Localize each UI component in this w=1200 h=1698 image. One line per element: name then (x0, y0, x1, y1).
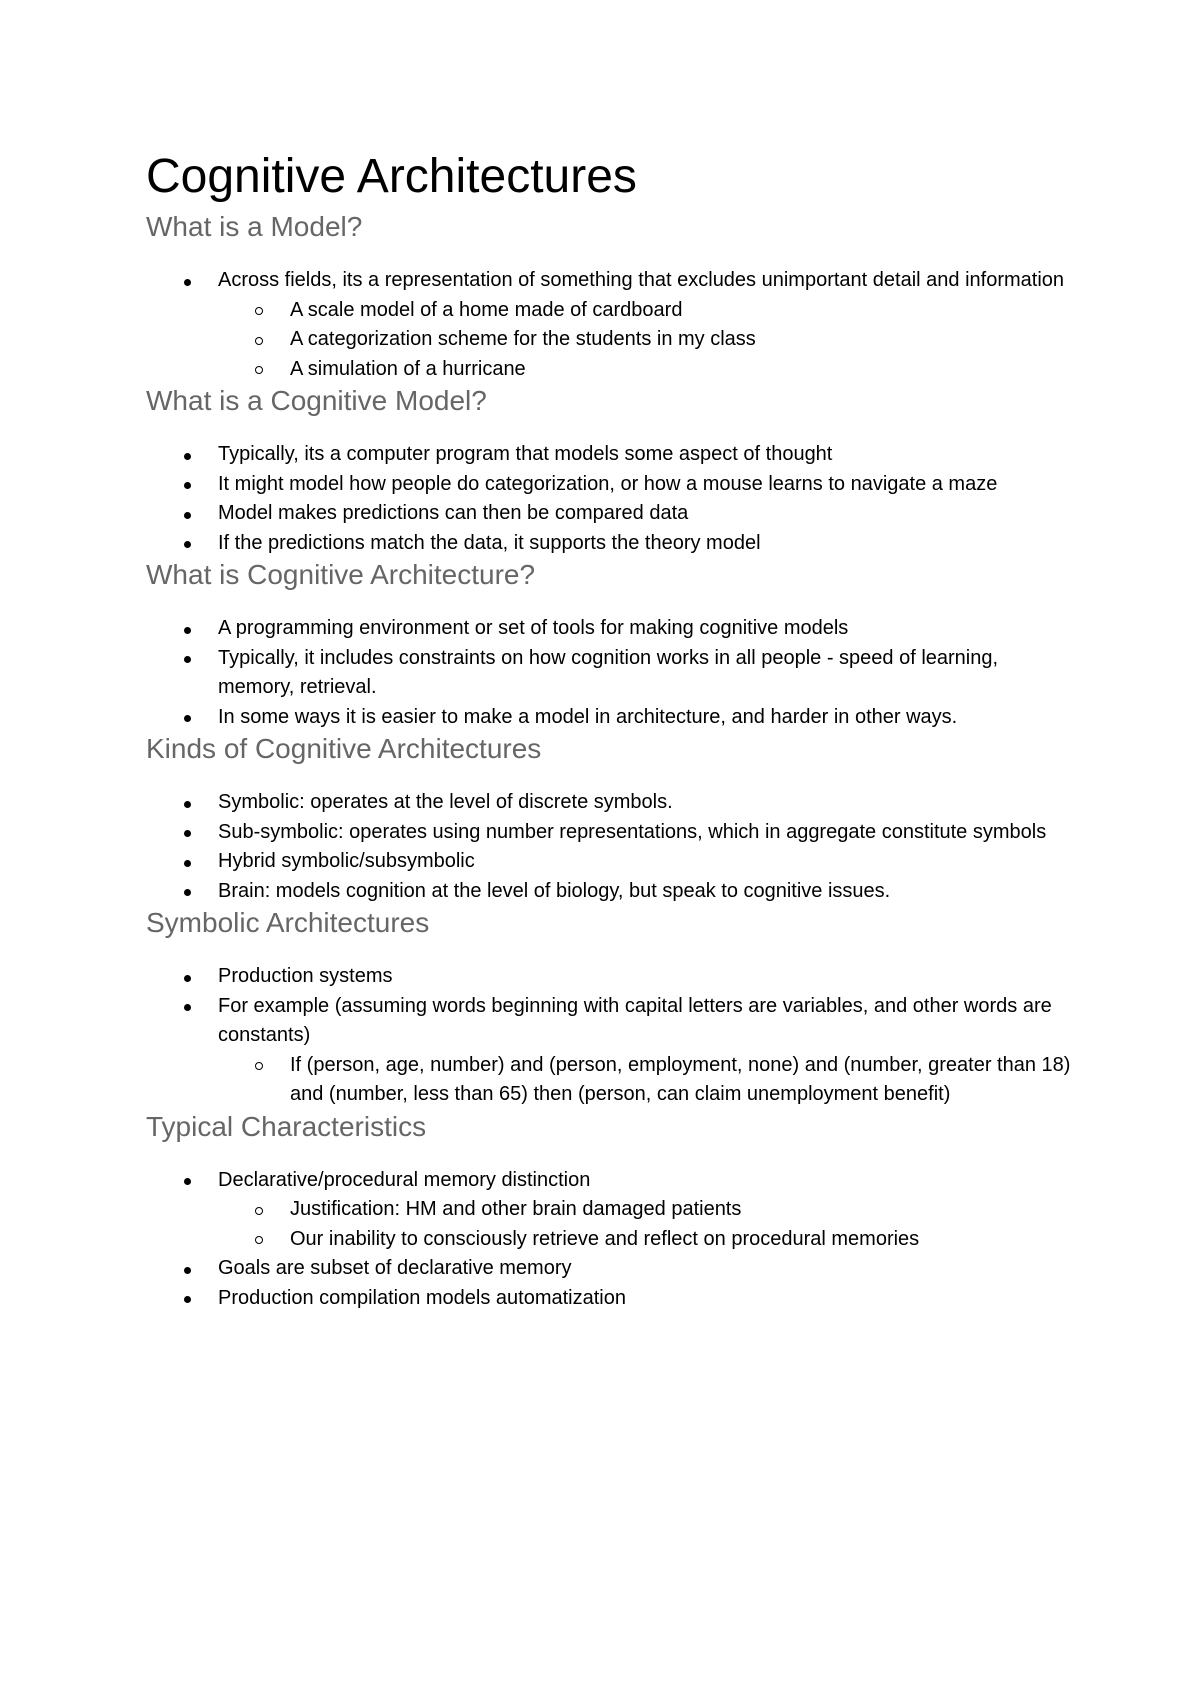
sub-list-item-text: A scale model of a home made of cardboard (290, 298, 683, 321)
bullet-circle-icon (255, 366, 263, 374)
list-item (146, 1166, 1076, 1255)
bullet-list (146, 440, 1076, 558)
section-heading: What is Cognitive Architecture? (146, 559, 536, 590)
list-item-text: Hybrid symbolic/subsymbolic (218, 850, 475, 872)
bullet-disc-icon (184, 830, 191, 837)
bullet-disc-icon (184, 1267, 191, 1274)
sub-bullet-list (218, 296, 1076, 385)
list-item-text: If the predictions match the data, it supports the theory model (218, 531, 761, 554)
bullet-disc-icon (184, 627, 191, 634)
sub-list-item-text: A categorization scheme for the students in my class (290, 328, 756, 350)
sub-bullet-list (218, 1195, 1076, 1254)
section-heading: Typical Characteristics (146, 1110, 427, 1142)
section-heading: What is a Cognitive Model? (146, 385, 487, 416)
list-item-text: A programming environment or set of tools for making cognitive models (218, 617, 849, 639)
list-item-text: Typically, its a computer program that models some aspect of thought (218, 443, 833, 465)
sub-list-item (218, 325, 1076, 355)
bullet-circle-icon (255, 1062, 263, 1070)
list-item (146, 877, 1076, 907)
bullet-list (146, 962, 1076, 1110)
bullet-list (146, 1166, 1076, 1314)
bullet-disc-icon (184, 279, 191, 286)
list-item (146, 992, 1076, 1110)
bullet-disc-icon (184, 801, 191, 808)
bullet-circle-icon (255, 337, 263, 345)
sub-list-item-text: A simulation of a hurricane (290, 357, 526, 380)
list-item (146, 703, 1076, 733)
list-item-text: Production compilation models automatization (218, 1286, 626, 1309)
list-item (146, 470, 1076, 500)
section-heading: Kinds of Cognitive Architectures (146, 733, 542, 764)
bullet-disc-icon (184, 453, 191, 460)
list-item (146, 644, 1076, 703)
bullet-circle-icon (255, 1236, 263, 1244)
list-item (146, 614, 1076, 644)
bullet-disc-icon (184, 860, 191, 867)
sub-list-item (218, 1051, 1076, 1110)
bullet-list (146, 788, 1076, 906)
sub-list-item (218, 1225, 1076, 1255)
sub-list-item (218, 296, 1076, 326)
list-item (146, 788, 1076, 818)
bullet-list (146, 266, 1076, 384)
bullet-circle-icon (255, 307, 263, 315)
bullet-disc-icon (184, 512, 191, 519)
list-item-text: Across fields, its a representation of something that excludes unimportant detail and information (218, 269, 1065, 291)
bullet-disc-icon (184, 975, 191, 982)
list-item (146, 847, 1076, 877)
section-heading: Symbolic Architectures (146, 907, 430, 938)
list-item-text: Brain: models cognition at the level of biology, but speak to cognitive issues. (218, 879, 891, 902)
list-item-text: In some ways it is easier to make a model in architecture, and harder in other ways. (218, 705, 958, 728)
bullet-disc-icon (184, 889, 191, 896)
section-heading: What is a Model? (146, 211, 363, 242)
list-item-text: Production systems (218, 965, 393, 987)
bullet-disc-icon (184, 1178, 191, 1185)
list-item (146, 529, 1076, 559)
list-item-text: Goals are subset of declarative memory (218, 1257, 572, 1279)
list-item (146, 266, 1076, 384)
list-item (146, 1284, 1076, 1314)
sub-list-item-text: Our inability to consciously retrieve and reflect on procedural memories (290, 1227, 920, 1250)
list-item-text: Typically, it includes constraints on how cognition works in all people - speed of learning, memory, retrieval. (218, 646, 999, 698)
sub-list-item-text: Justification: HM and other brain damaged patients (290, 1198, 742, 1220)
bullet-disc-icon (184, 715, 191, 722)
list-item-text: Model makes predictions can then be compared data (218, 502, 689, 524)
bullet-disc-icon (184, 1296, 191, 1303)
bullet-list (146, 614, 1076, 732)
sub-list-item (218, 1195, 1076, 1225)
list-item-text: Symbolic: operates at the level of discrete symbols. (218, 791, 673, 813)
list-item-text: For example (assuming words beginning with capital letters are variables, and other words are constants) (218, 994, 1052, 1046)
list-item (146, 962, 1076, 992)
list-item (146, 1254, 1076, 1284)
list-item (146, 818, 1076, 848)
list-item-text: Declarative/procedural memory distinction (218, 1168, 591, 1191)
sub-bullet-list (218, 1051, 1076, 1110)
list-item-text: It might model how people do categorization, or how a mouse learns to navigate a maze (218, 472, 998, 495)
document-content (146, 148, 1076, 1313)
document-title: Cognitive Architectures (146, 150, 637, 203)
list-item (146, 499, 1076, 529)
bullet-disc-icon (184, 1004, 191, 1011)
bullet-disc-icon (184, 656, 191, 663)
bullet-disc-icon (184, 541, 191, 548)
sub-list-item (218, 355, 1076, 385)
bullet-circle-icon (255, 1207, 263, 1215)
list-item (146, 440, 1076, 470)
bullet-disc-icon (184, 482, 191, 489)
list-item-text: Sub-symbolic: operates using number representations, which in aggregate constitute symbols (218, 820, 1047, 843)
sub-list-item-text: If (person, age, number) and (person, employment, none) and (number, greater than 18) and (number, less than 65) then (person, can claim unemployment benefit) (290, 1053, 1071, 1105)
